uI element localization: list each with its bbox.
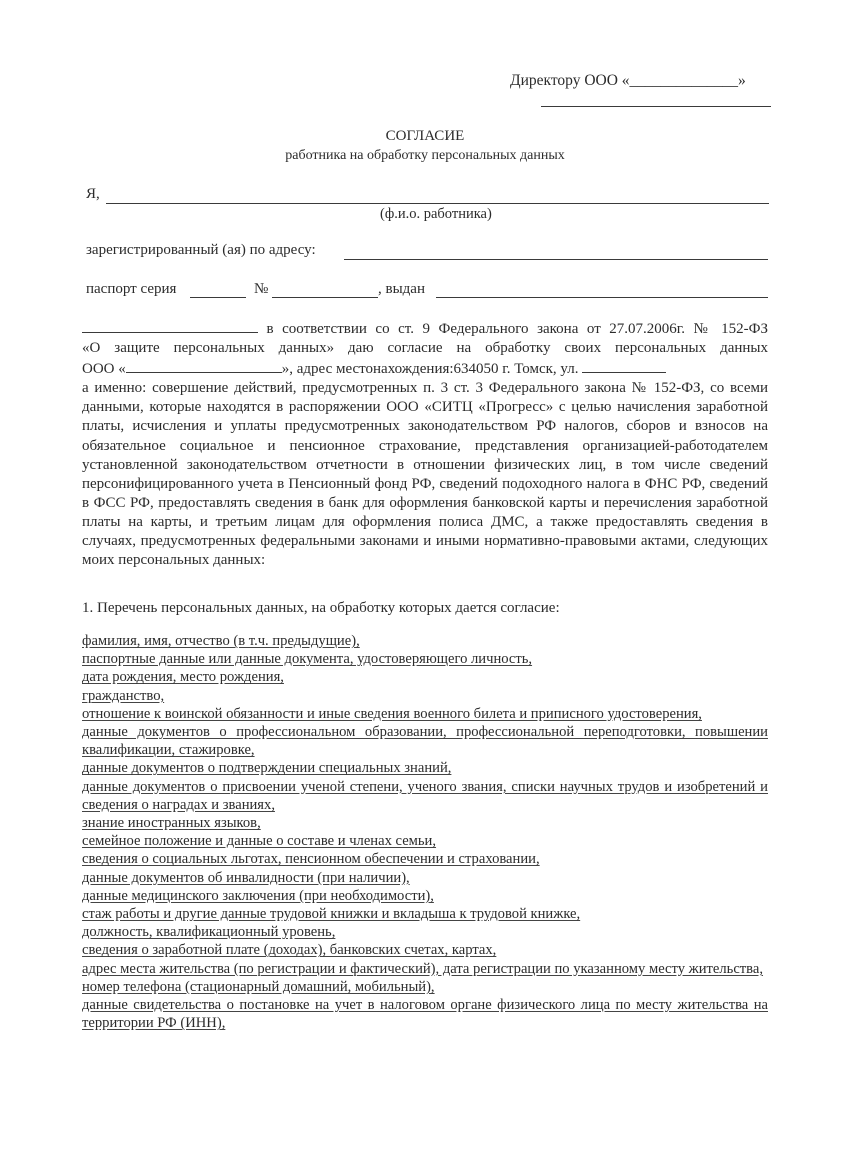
list-item: стаж работы и другие данные трудовой книжки и вкладыша к трудовой книжке, bbox=[82, 906, 581, 923]
list-item: паспортные данные или данные документа, удостоверяющего личность, bbox=[82, 651, 533, 668]
passport-series-field[interactable] bbox=[190, 297, 246, 298]
fio-field[interactable] bbox=[106, 203, 769, 204]
list-item: данные медицинского заключения (при необходимости), bbox=[82, 887, 434, 904]
document-subtitle: работника на обработку персональных данных bbox=[285, 148, 565, 163]
list-item: знание иностранных языков, bbox=[82, 815, 261, 832]
list-item: данные свидетельства о постановке на учет в налоговом органе физического лица по месту жительства на территории РФ (ИНН), bbox=[82, 997, 768, 1032]
list-item: данные документов о профессиональном образовании, профессиональной переподготовки, повышении квалификации, стажировке, bbox=[82, 724, 768, 759]
addressee-blank-line[interactable] bbox=[541, 106, 771, 107]
i-label: Я, bbox=[86, 186, 100, 202]
intro-line-3 bbox=[82, 358, 768, 379]
consent-intro bbox=[82, 318, 768, 570]
list-item: данные документов о присвоении ученой степени, ученого звания, списки научных трудов и изобретений и сведения о наградах и званиях, bbox=[82, 778, 768, 813]
list-item: сведения о социальных льготах, пенсионном обеспечении и страховании, bbox=[82, 851, 540, 868]
list-item: фамилия, имя, отчество (в т.ч. предыдущие), bbox=[82, 633, 360, 649]
intro-line-1 bbox=[82, 318, 768, 339]
list-item: дата рождения, место рождения, bbox=[82, 669, 284, 686]
list-item: данные документов о подтверждении специальных знаний, bbox=[82, 760, 452, 777]
passport-number-field[interactable] bbox=[272, 297, 378, 298]
list-item: гражданство, bbox=[82, 687, 165, 704]
registered-address-field[interactable] bbox=[344, 259, 768, 260]
list-item: номер телефона (стационарный домашний, мобильный), bbox=[82, 978, 435, 995]
list-item: данные документов об инвалидности (при наличии), bbox=[82, 869, 410, 886]
addressee-line: Директору ООО «______________» bbox=[510, 72, 746, 89]
list-item: адрес места жительства (по регистрации и фактический), дата регистрации по указанному месту жительства, bbox=[82, 960, 764, 977]
passport-series-label: паспорт серия bbox=[86, 281, 177, 297]
intro-blank-field[interactable] bbox=[82, 318, 258, 333]
section-1-heading: 1. Перечень персональных данных, на обработку которых дается согласие: bbox=[82, 600, 560, 616]
personal-data-list bbox=[82, 632, 768, 1032]
fio-caption: (ф.и.о. работника) bbox=[380, 206, 492, 222]
list-item: сведения о заработной плате (доходах), банковских счетах, картах, bbox=[82, 942, 497, 959]
company-name-field[interactable] bbox=[126, 358, 282, 373]
company-address-text: », адрес местонахождения:634050 г. Томск, ул. bbox=[281, 361, 579, 378]
registered-address-label: зарегистрированный (ая) по адресу: bbox=[86, 242, 316, 258]
passport-issued-label: , выдан bbox=[378, 281, 425, 297]
passport-number-label: № bbox=[254, 281, 269, 297]
list-item: должность, квалификационный уровень, bbox=[82, 924, 336, 941]
company-prefix: ООО « bbox=[82, 361, 126, 378]
intro-line-2: «О защите персональных данных» даю согласие на обработку своих персональных данных bbox=[82, 340, 768, 357]
document-title: СОГЛАСИЕ bbox=[385, 128, 465, 144]
passport-issued-field[interactable] bbox=[436, 297, 768, 298]
list-item: отношение к воинской обязанности и иные сведения военного билета и приписного удостоверения, bbox=[82, 705, 702, 722]
list-item: семейное положение и данные о составе и членах семьи, bbox=[82, 833, 437, 850]
intro-line-1-text: в соответствии со ст. 9 Федерального закона от 27.07.2006г. № 152-ФЗ bbox=[266, 321, 768, 337]
intro-body: а именно: совершение действий, предусмотренных п. 3 ст. 3 Федерального закона № 152-ФЗ, со всеми данными, которые находятся в распоряжении ООО «СИТЦ «Прогресс» с целью начисления заработной платы, исчисления и уплаты предусмотренных законодательством РФ налогов, сборов и взносов на обязательное социальное и пенсионное страхование, представления организацией-работодателем установленной законодательством отчетности в отношении физических лиц, в том числе сведений персонифицированного учета в Пенсионный фонд РФ, сведений подоходного налога в ФНС РФ, сведений в ФСС РФ, предоставлять сведения в банк для оформления банковской карты и перечисления заработной платы на карты, и третьим лицам для оформления полиса ДМС, а также предоставлять сведения в случаях, предусмотренных федеральными законами и иными нормативно-правовыми актами, следующих моих персональных данных: bbox=[82, 380, 768, 569]
street-field[interactable] bbox=[582, 358, 666, 373]
